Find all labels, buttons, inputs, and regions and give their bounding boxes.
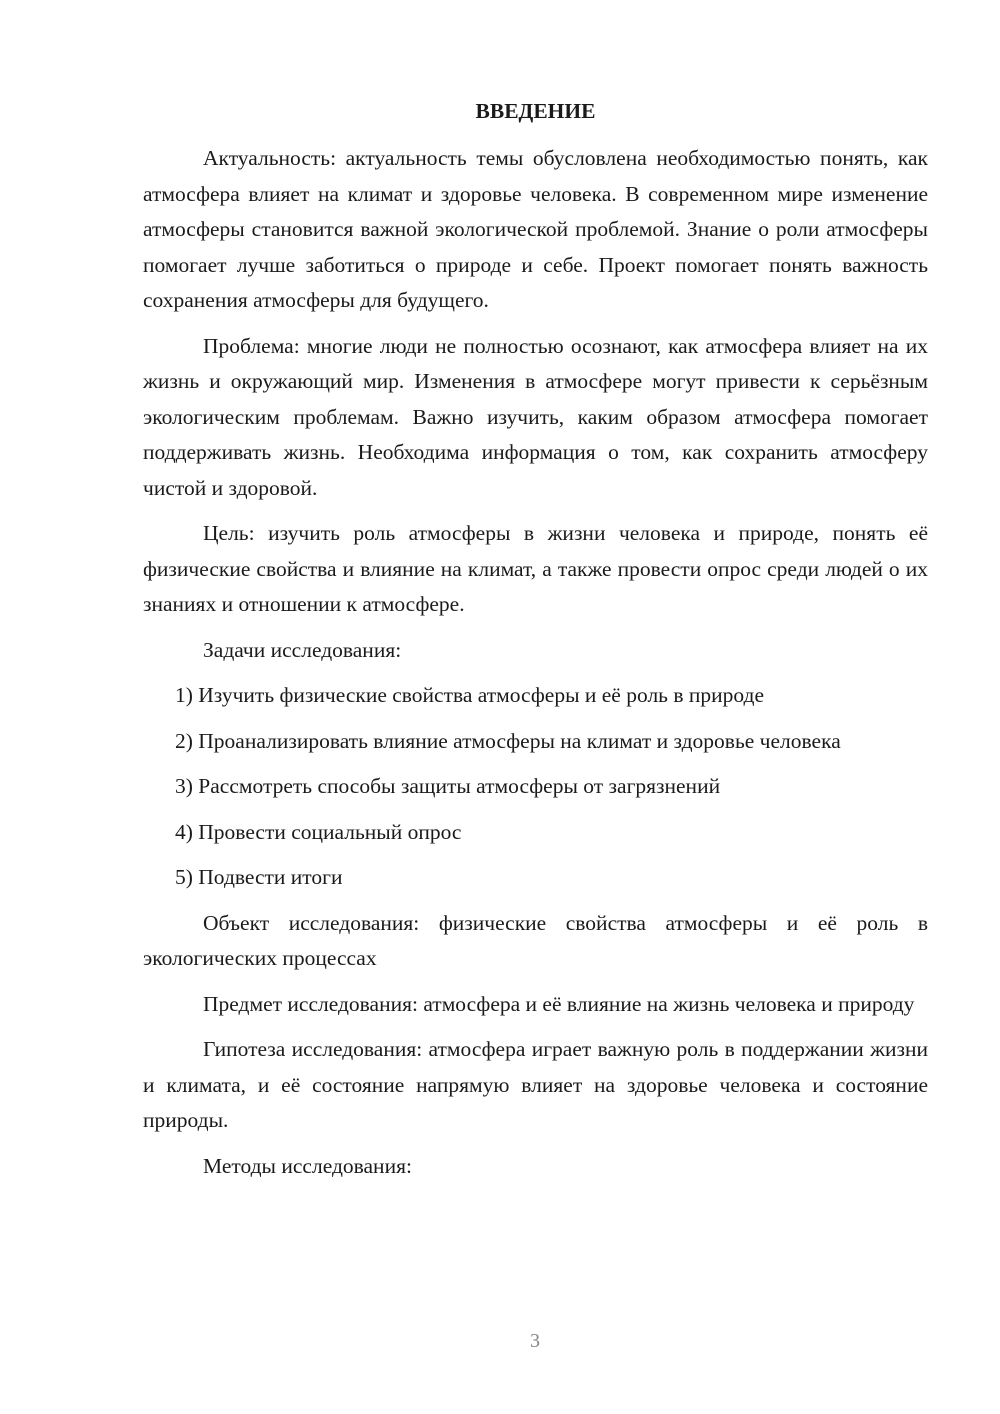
page-number: 3 [530,1330,540,1352]
tasks-heading: Задачи исследования: [203,637,402,662]
task-item-4: 4) Провести социальный опрос [175,819,462,844]
task-item-2: 2) Проанализировать влияние атмосферы на климат и здоровье человека [175,728,841,753]
subject-paragraph: Предмет исследования: атмосфера и её влияние на жизнь человека и природу [203,991,915,1016]
hypothesis-paragraph: Гипотеза исследования: атмосфера играет важную роль в поддержании жизни и климата, и её состояние напрямую влияет на здоровье человека и состояние природы. [143,1037,928,1132]
task-item-3: 3) Рассмотреть способы защиты атмосферы от загрязнений [175,774,721,798]
task-item-5: 5) Подвести итоги [175,865,343,889]
object-paragraph: Объект исследования: физические свойства атмосферы и её роль в экологических процессах [143,910,928,970]
problem-paragraph: Проблема: многие люди не полностью осознают, как атмосфера влияет на их жизнь и окружающий мир. Изменения в атмосфере могут привести к серьёзным экологическим проблемам. Важно изучить, каким образом атмосфера помогает поддерживать жизнь. Необходима информация о том, как сохранить атмосферу чистой и здоровой. [143,333,928,500]
section-title: ВВЕДЕНИЕ [475,99,596,123]
methods-heading: Методы исследования: [203,1153,412,1178]
task-item-1: 1) Изучить физические свойства атмосферы и её роль в природе [175,683,765,707]
relevance-paragraph: Актуальность: актуальность темы обусловлена необходимостью понять, как атмосфера влияет на климат и здоровье человека. В современном мире изменение атмосферы становится важной экологической проблемой. Знание о роли атмосферы помогает лучше заботиться о природе и себе. Проект помогает понять важность сохранения атмосферы для будущего. [143,146,928,312]
goal-paragraph: Цель: изучить роль атмосферы в жизни человека и природе, понять её физические свойства и влияние на климат, а также провести опрос среди людей о их знаниях и отношении к атмосфере. [143,521,928,616]
page-content [143,94,928,1194]
